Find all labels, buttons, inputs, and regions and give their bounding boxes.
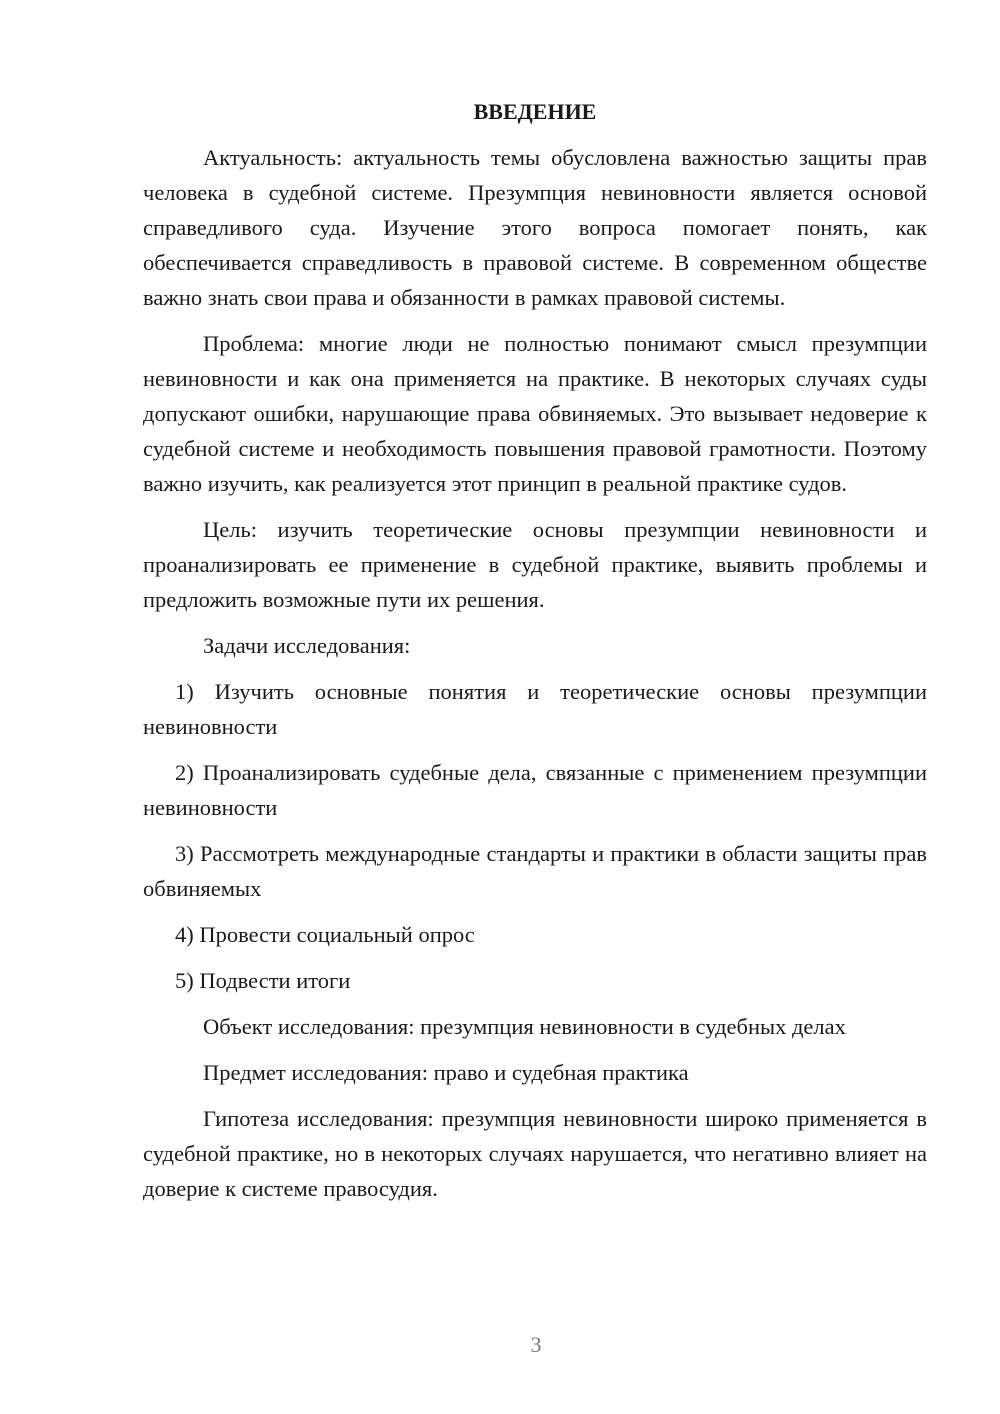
goal-paragraph: Цель: изучить теоретические основы презумпции невиновности и проанализировать ее применение в судебной практике, выявить проблемы и предложить возможные пути их решения. — [143, 517, 927, 612]
task-item-4: 4) Провести социальный опрос — [175, 922, 475, 947]
task-item-2: 2) Проанализировать судебные дела, связанные с применением презумпции невиновности — [143, 760, 927, 820]
task-item-5: 5) Подвести итоги — [175, 968, 351, 993]
page-content — [143, 94, 927, 1217]
page-title: ВВЕДЕНИЕ — [473, 99, 597, 124]
problem-paragraph: Проблема: многие люди не полностью понимают смысл презумпции невиновности и как она применяется на практике. В некоторых случаях суды допускают ошибки, нарушающие права обвиняемых. Это вызывает недоверие к судебной системе и необходимость повышения правовой грамотности. Поэтому важно изучить, как реализуется этот принцип в реальной практике судов. — [143, 331, 927, 496]
object-paragraph: Объект исследования: презумпция невиновности в судебных делах — [203, 1014, 846, 1039]
subject-paragraph: Предмет исследования: право и судебная практика — [203, 1060, 689, 1085]
page-number: 3 — [530, 1332, 542, 1357]
tasks-heading: Задачи исследования: — [203, 633, 411, 658]
task-item-3: 3) Рассмотреть международные стандарты и практики в области защиты прав обвиняемых — [143, 841, 927, 901]
hypothesis-paragraph: Гипотеза исследования: презумпция невиновности широко применяется в судебной практике, но в некоторых случаях нарушается, что негативно влияет на доверие к системе правосудия. — [143, 1106, 927, 1201]
task-item-1: 1) Изучить основные понятия и теоретические основы презумпции невиновности — [143, 679, 927, 739]
relevance-paragraph: Актуальность: актуальность темы обусловлена важностью защиты прав человека в судебной системе. Презумпция невиновности является основой справедливого суда. Изучение этого вопроса помогает понять, как обеспечивается справедливость в правовой системе. В современном обществе важно знать свои права и обязанности в рамках правовой системы. — [143, 145, 927, 310]
